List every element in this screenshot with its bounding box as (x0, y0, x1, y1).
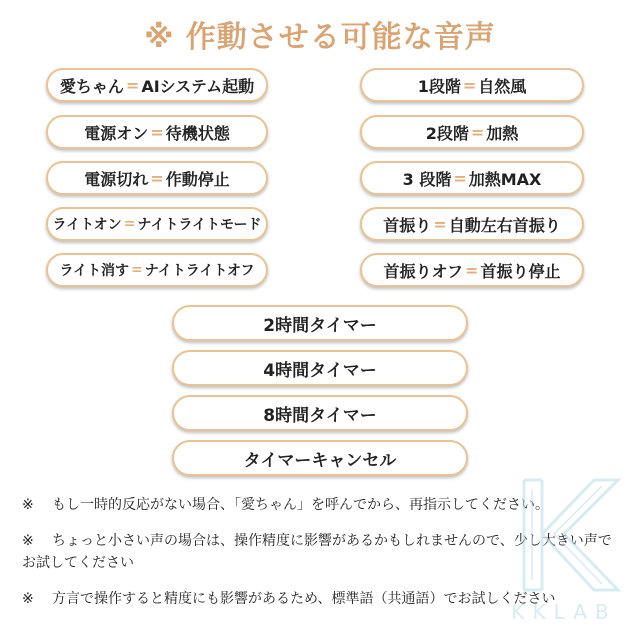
command-phrase: 3 段階 (402, 169, 452, 189)
command-action: AIシステム起動 (141, 76, 255, 96)
command-right-0 (360, 68, 584, 102)
equals-sign: = (453, 168, 467, 188)
command-phrase: ライト消す (59, 263, 130, 279)
command-phrase: 首振り (383, 215, 432, 235)
command-action: ナイトライトオフ (144, 263, 255, 279)
page-title: ※ 作動させる可能な音声 (144, 20, 496, 55)
command-right-1 (360, 115, 584, 149)
timer-command-4h: 4時間タイマー (172, 350, 468, 386)
note-text: もし一時的反応がない場合、「愛ちゃん」を呼んでから、再指示してください。 (52, 497, 549, 513)
equals-sign: = (433, 214, 447, 234)
command-left-2 (46, 161, 268, 195)
command-phrase: 愛ちゃん (59, 76, 124, 96)
command-action: 首振り停止 (480, 261, 561, 281)
note-text: 方言で操作すると精度にも影響があるため、標準語（共通語）でお試しください (52, 591, 556, 607)
note-1 (22, 530, 612, 574)
equals-sign: = (470, 122, 485, 142)
equals-sign: = (150, 168, 164, 188)
equals-sign: = (125, 75, 140, 95)
command-right-2 (360, 161, 584, 195)
equals-sign: = (462, 75, 477, 95)
command-action: 自然風 (478, 76, 527, 96)
command-action: 加熱MAX (468, 169, 542, 189)
equals-sign: = (465, 260, 479, 280)
note-mark: ※ (22, 497, 34, 513)
command-action: 作動停止 (165, 169, 230, 189)
command-action: 待機状態 (165, 123, 230, 143)
command-left-3 (46, 207, 268, 241)
note-mark: ※ (22, 591, 34, 607)
command-left-0 (46, 68, 268, 102)
timer-command-8h: 8時間タイマー (172, 395, 468, 431)
command-phrase: 電源切れ (84, 169, 149, 189)
note-0 (22, 494, 612, 516)
equals-sign: = (150, 122, 164, 142)
equals-sign: = (123, 216, 136, 232)
command-action: 加熱 (486, 123, 519, 143)
note-2 (22, 588, 612, 610)
command-phrase: 1段階 (417, 76, 461, 96)
watermark-text: KKLAB (511, 600, 617, 624)
command-phrase: 2段階 (425, 123, 469, 143)
command-phrase: ライトオン (52, 217, 122, 233)
command-phrase: 電源オン (84, 123, 149, 143)
note-mark: ※ (22, 533, 34, 549)
command-action: ナイトライトモード (137, 217, 262, 233)
equals-sign: = (131, 262, 143, 278)
command-phrase: 首振りオフ (383, 261, 464, 281)
timer-command-2h: 2時間タイマー (172, 305, 468, 341)
command-action: 自動左右首振り (448, 215, 561, 235)
command-left-4 (46, 253, 268, 287)
note-text: ちょっと小さい声の場合は、操作精度に影響があるかもしれませんので、少し大きい声でお試してください (22, 533, 612, 571)
timer-command-cancel: タイマーキャンセル (172, 440, 468, 476)
command-right-4 (360, 253, 584, 287)
command-right-3 (360, 207, 584, 241)
command-left-1 (46, 115, 268, 149)
